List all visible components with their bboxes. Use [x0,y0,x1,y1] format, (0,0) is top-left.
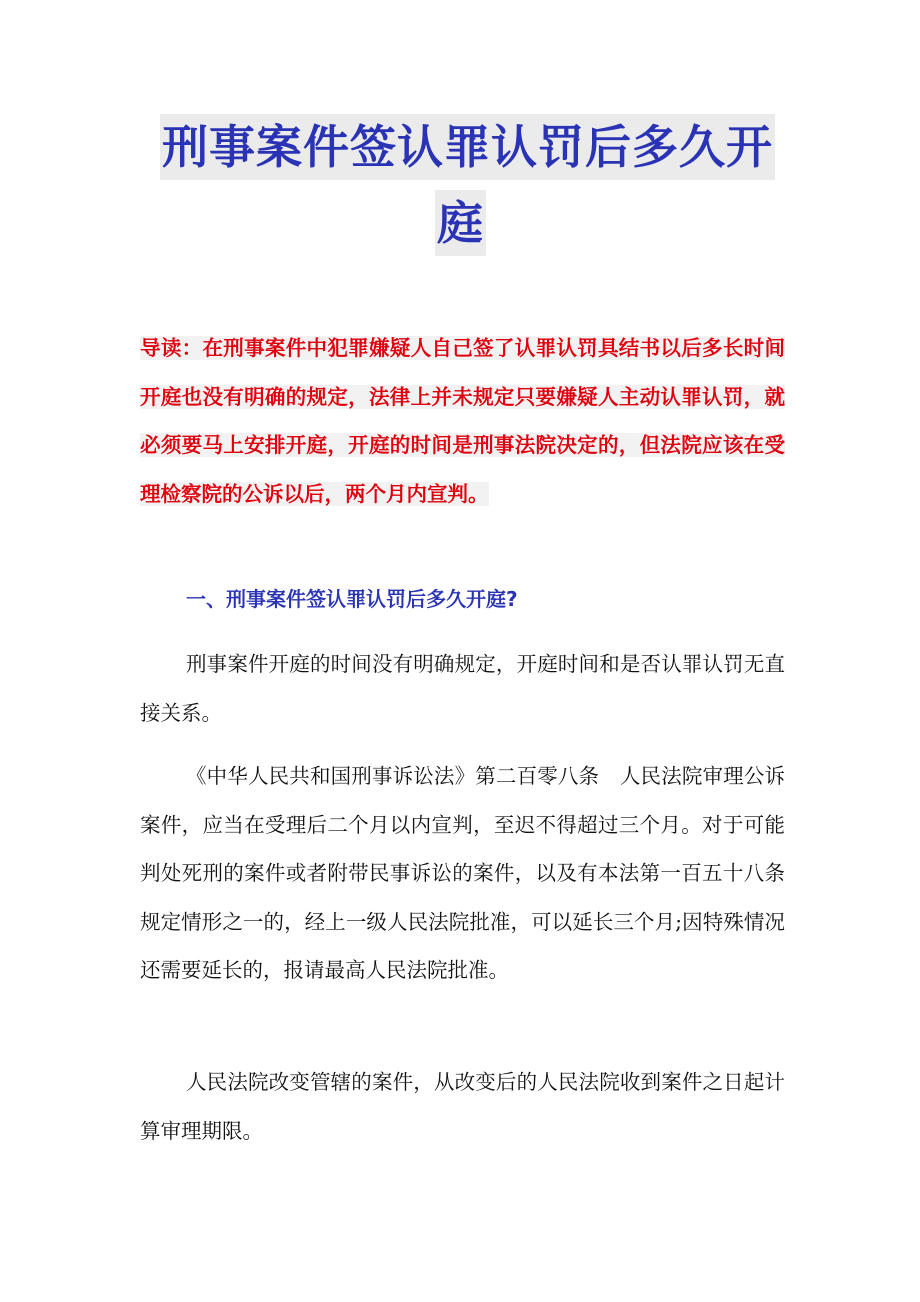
section-heading-1: 一、刑事案件签认罪认罚后多久开庭? [186,587,518,611]
intro-paragraph [140,324,785,518]
body-paragraph-1: 刑事案件开庭的时间没有明确规定，开庭时间和是否认罪认罚无直接关系。 [140,652,785,725]
body-paragraph-3: 人民法院改变管辖的案件，从改变后的人民法院收到案件之日起计算审理期限。 [140,1070,785,1143]
title-line-2: 庭 [435,190,486,256]
body-paragraph-2: 《中华人民共和国刑事诉讼法》第二百零八条 人民法院审理公诉案件，应当在受理后二个月以内宣判，至迟不得超过三个月。对于可能判处死刑的案件或者附带民事诉讼的案件，以及有本法第一百五十八条规定情形之一的，经上一级人民法院批准，可以延长三个月;因特殊情况还需要延长的，报请最高人民法院批准。 [140,764,785,982]
title-line-1: 刑事案件签认罪认罚后多久开 [160,114,775,180]
intro-text: 导读：在刑事案件中犯罪嫌疑人自己签了认罪认罚具结书以后多长时间开庭也没有明确的规定，法律上并未规定只要嫌疑人主动认罪认罚，就必须要马上安排开庭，开庭的时间是刑事法院决定的，但法院应该在受理检察院的公诉以后，两个月内宣判。 [140,336,785,506]
